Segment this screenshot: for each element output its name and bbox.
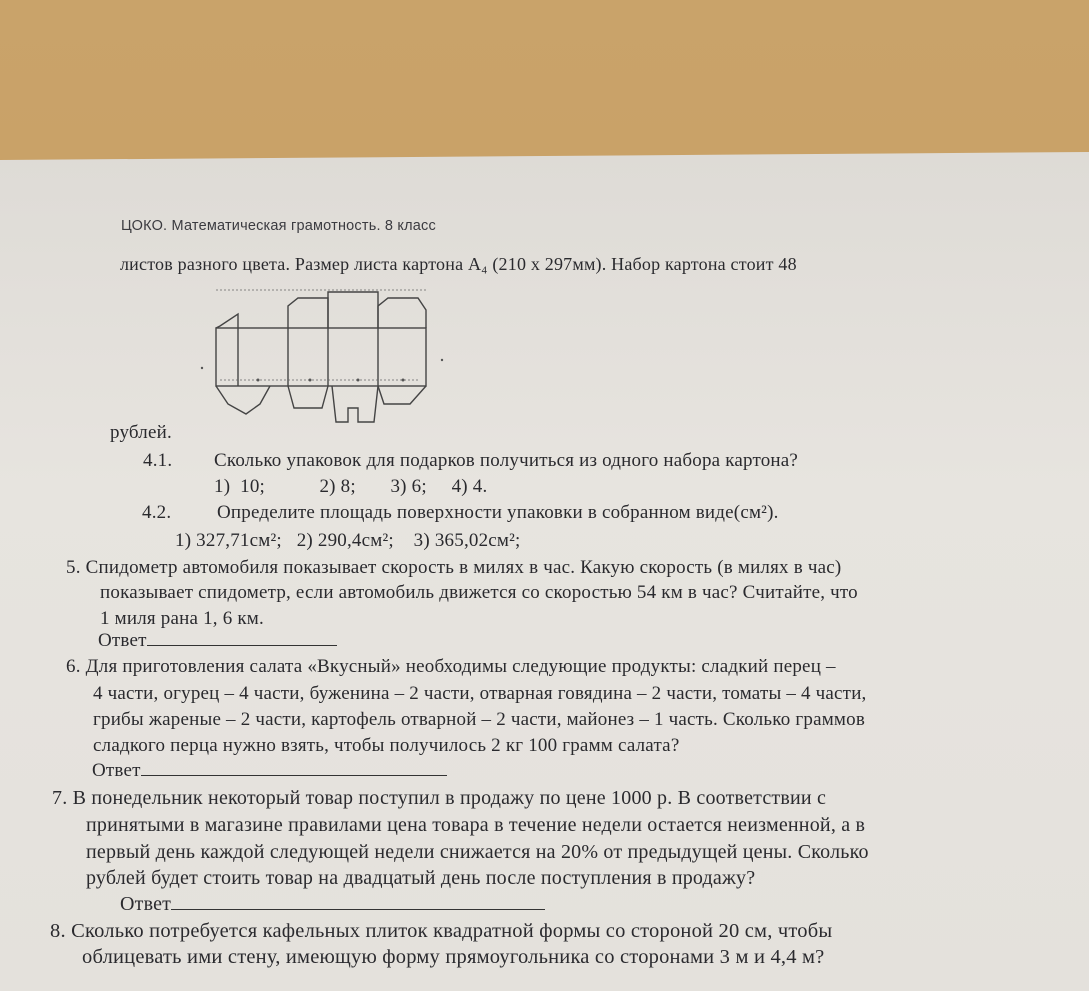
q5-answer — [98, 630, 337, 652]
intro-end: рублей. — [110, 422, 172, 443]
q5-answer-blank[interactable] — [147, 645, 337, 646]
q5-line-1: 5. Спидометр автомобиля показывает скорость в милях в час. Какую скорость (в милях в час) — [66, 557, 842, 578]
box-net-diagram — [198, 276, 448, 436]
q7-answer-blank[interactable] — [171, 909, 545, 910]
q7-line-3: первый день каждой следующей недели снижается на 20% от предыдущей цены. Сколько — [86, 841, 869, 863]
q5-line-2: показывает спидометр, если автомобиль движется со скоростью 54 км в час? Считайте, что — [100, 582, 858, 603]
intro-line: листов разного цвета. Размер листа картона А₄ (210 х 297мм). Набор картона стоит 48 — [120, 254, 797, 274]
q42-number: 4.2. — [142, 502, 172, 523]
q41-options: 1) 10; 2) 8; 3) 6; 4) 4. — [214, 476, 488, 497]
q7-answer — [120, 893, 545, 916]
q7-answer-label: Ответ — [120, 893, 172, 915]
q7-line-4: рублей будет стоить товар на двадцатый день после поступления в продажу? — [86, 867, 756, 889]
q7-line-1: 7. В понедельник некоторый товар поступил в продажу по цене 1000 р. В соответствии с — [52, 787, 827, 809]
q42-text: Определите площадь поверхности упаковки в собранном виде(см²). — [217, 502, 779, 523]
q6-answer — [92, 760, 447, 782]
q8-line-1: 8. Сколько потребуется кафельных плиток квадратной формы со стороной 20 см, чтобы — [50, 920, 833, 942]
q8-line-2: облицевать ими стену, имеющую форму прямоугольника со сторонами 3 м и 4,4 м? — [82, 946, 825, 968]
q6-line-3: грибы жареные – 2 части, картофель отварной – 2 части, майонез – 1 часть. Сколько граммов — [93, 709, 866, 730]
q7-line-2: принятыми в магазине правилами цена товара в течение недели остается неизменной, а в — [86, 814, 866, 836]
q5-answer-label: Ответ — [98, 630, 147, 651]
q42-options: 1) 327,71см²; 2) 290,4см²; 3) 365,02см²; — [175, 530, 521, 551]
q6-line-1: 6. Для приготовления салата «Вкусный» необходимы следующие продукты: сладкий перец – — [66, 656, 836, 677]
net-body-rect — [216, 328, 426, 386]
net-lid — [328, 292, 378, 328]
q6-answer-label: Ответ — [92, 760, 141, 781]
q6-answer-blank[interactable] — [141, 775, 447, 776]
q6-line-4: сладкого перца нужно взять, чтобы получилось 2 кг 100 грамм салата? — [93, 735, 680, 756]
q41-text: Сколько упаковок для подарков получиться из одного набора картона? — [214, 450, 799, 471]
page-header: ЦОКО. Математическая грамотность. 8 класс — [121, 218, 436, 234]
q5-line-3: 1 миля рана 1, 6 км. — [100, 608, 264, 629]
net-top-flap — [288, 298, 328, 328]
q6-line-2: 4 части, огурец – 4 части, буженина – 2 части, отварная говядина – 2 части, томаты – 4 части, — [93, 683, 867, 704]
q41-number: 4.1. — [143, 450, 173, 471]
net-bottom-flap-left — [216, 386, 270, 414]
